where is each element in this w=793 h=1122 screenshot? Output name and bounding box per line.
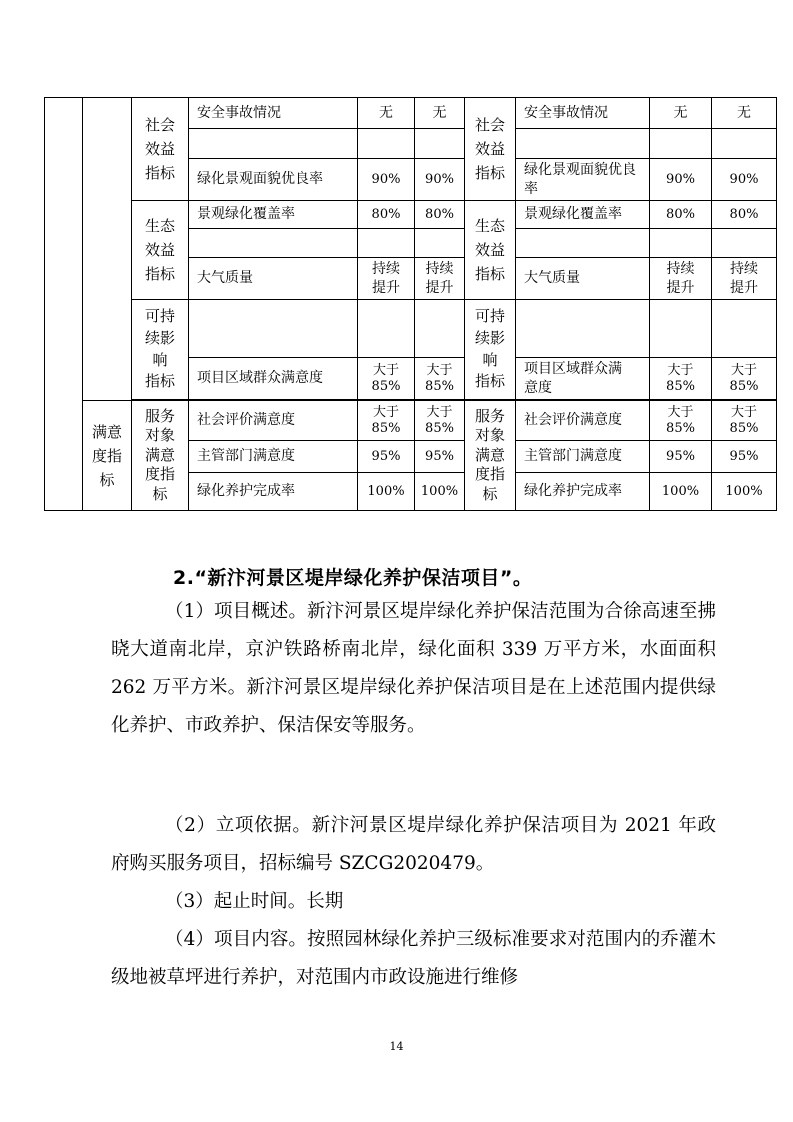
table-cell-blank [358, 300, 415, 358]
table-cell-blank [650, 229, 712, 258]
indicator-name: 绿化景观面貌优良率 [516, 159, 650, 201]
table-cell-blank [516, 129, 650, 159]
indicator-category: 生态 效益 指标 [465, 201, 516, 300]
indicator-value: 大于 85% [712, 358, 777, 400]
table-row [45, 300, 777, 358]
indicator-name: 绿化养护完成率 [516, 473, 650, 511]
table-cell-blank [516, 229, 650, 258]
indicator-value: 持续 提升 [358, 258, 415, 300]
table-cell-blank [650, 129, 712, 159]
table-cell-blank [189, 300, 358, 358]
indicator-name: 大气质量 [516, 258, 650, 300]
table-cell-blank [83, 98, 132, 401]
indicator-value: 持续 提升 [712, 258, 777, 300]
indicator-value: 持续 提升 [650, 258, 712, 300]
indicator-value: 无 [415, 98, 465, 129]
indicator-value: 95% [415, 441, 465, 473]
indicator-value: 90% [650, 159, 712, 201]
indicator-value: 100% [358, 473, 415, 511]
indicator-value: 95% [712, 441, 777, 473]
indicator-value: 大于 85% [650, 358, 712, 400]
indicator-value: 持续 提升 [415, 258, 465, 300]
table-cell-blank [358, 129, 415, 159]
paragraph-overview: （1）项目概述。新汴河景区堤岸绿化养护保洁范围为合徐高速至拂晓大道南北岸，京沪铁路桥南北岸，绿化面积 339 万平方米，水面面积 262 万平方米。新汴河景区堤岸绿化养护保洁项目是在上述范围内提供绿化养护、市政养护、保洁保安等服务。 [111, 601, 716, 736]
indicator-value: 无 [650, 98, 712, 129]
indicator-value: 90% [415, 159, 465, 201]
indicator-value: 80% [358, 201, 415, 229]
indicator-value: 90% [712, 159, 777, 201]
indicator-value: 100% [650, 473, 712, 511]
indicator-name: 项目区域群众满意度 [189, 358, 358, 400]
table-cell-blank [712, 229, 777, 258]
indicator-name: 大气质量 [189, 258, 358, 300]
indicator-value: 80% [650, 201, 712, 229]
table-cell-blank [712, 129, 777, 159]
indicator-value: 80% [415, 201, 465, 229]
indicator-value: 100% [712, 473, 777, 511]
indicator-name: 景观绿化覆盖率 [516, 201, 650, 229]
indicator-category: 服务 对象 满意 度指 标 [465, 401, 516, 511]
indicator-category: 可持 续影 响 指标 [132, 300, 189, 400]
indicator-name: 安全事故情况 [516, 98, 650, 129]
indicator-category: 社会 效益 指标 [465, 98, 516, 201]
table-cell-blank [650, 300, 712, 358]
indicator-value: 大于 85% [415, 401, 465, 441]
table-row [45, 98, 777, 129]
table-cell-blank [415, 300, 465, 358]
table-cell-blank [712, 300, 777, 358]
indicator-value: 大于 85% [358, 401, 415, 441]
indicator-value: 90% [358, 159, 415, 201]
section-heading: 2.“新汴河景区堤岸绿化养护保洁项目”。 [173, 567, 533, 589]
paragraph-basis: （2）立项依据。新汴河景区堤岸绿化养护保洁项目为 2021 年政府购买服务项目，招标编号 SZCG2020479。 [111, 815, 716, 874]
indicator-value: 80% [712, 201, 777, 229]
indicator-category: 服务 对象 满意 度指 标 [132, 401, 189, 511]
indicator-group: 满意 度指 标 [83, 401, 132, 511]
table-cell-blank [358, 229, 415, 258]
table-cell-blank [415, 229, 465, 258]
table-cell-blank [415, 129, 465, 159]
table-cell-blank [516, 300, 650, 358]
indicator-name: 绿化养护完成率 [189, 473, 358, 511]
indicator-name: 社会评价满意度 [516, 401, 650, 441]
indicator-name: 景观绿化覆盖率 [189, 201, 358, 229]
indicator-value: 100% [415, 473, 465, 511]
indicator-category: 社会 效益 指标 [132, 98, 189, 201]
indicator-value: 大于 85% [712, 401, 777, 441]
indicator-value: 95% [650, 441, 712, 473]
table-row [45, 401, 777, 441]
indicator-value: 大于 85% [358, 358, 415, 400]
indicator-value: 95% [358, 441, 415, 473]
indicator-name: 社会评价满意度 [189, 401, 358, 441]
table-cell-blank [45, 98, 83, 511]
indicator-name: 主管部门满意度 [516, 441, 650, 473]
indicator-category: 生态 效益 指标 [132, 201, 189, 300]
paragraph-period: （3）起止时间。长期 [165, 891, 344, 912]
paragraph-content: （4）项目内容。按照园林绿化养护三级标准要求对范围内的乔灌木级地被草坪进行养护，对范围内市政设施进行维修 [111, 929, 716, 988]
indicator-category: 可持 续影 响 指标 [465, 300, 516, 400]
performance-indicator-table [44, 97, 777, 511]
indicator-value: 无 [358, 98, 415, 129]
page-number: 14 [389, 1040, 404, 1053]
indicator-name: 项目区域群众满 意度 [516, 358, 650, 400]
indicator-value: 大于 85% [650, 401, 712, 441]
table-cell-blank [189, 229, 358, 258]
indicator-name: 绿化景观面貌优良率 [189, 159, 358, 201]
indicator-value: 大于 85% [415, 358, 465, 400]
indicator-name: 主管部门满意度 [189, 441, 358, 473]
indicator-value: 无 [712, 98, 777, 129]
indicator-name: 安全事故情况 [189, 98, 358, 129]
table-row [45, 201, 777, 229]
table-cell-blank [189, 129, 358, 159]
